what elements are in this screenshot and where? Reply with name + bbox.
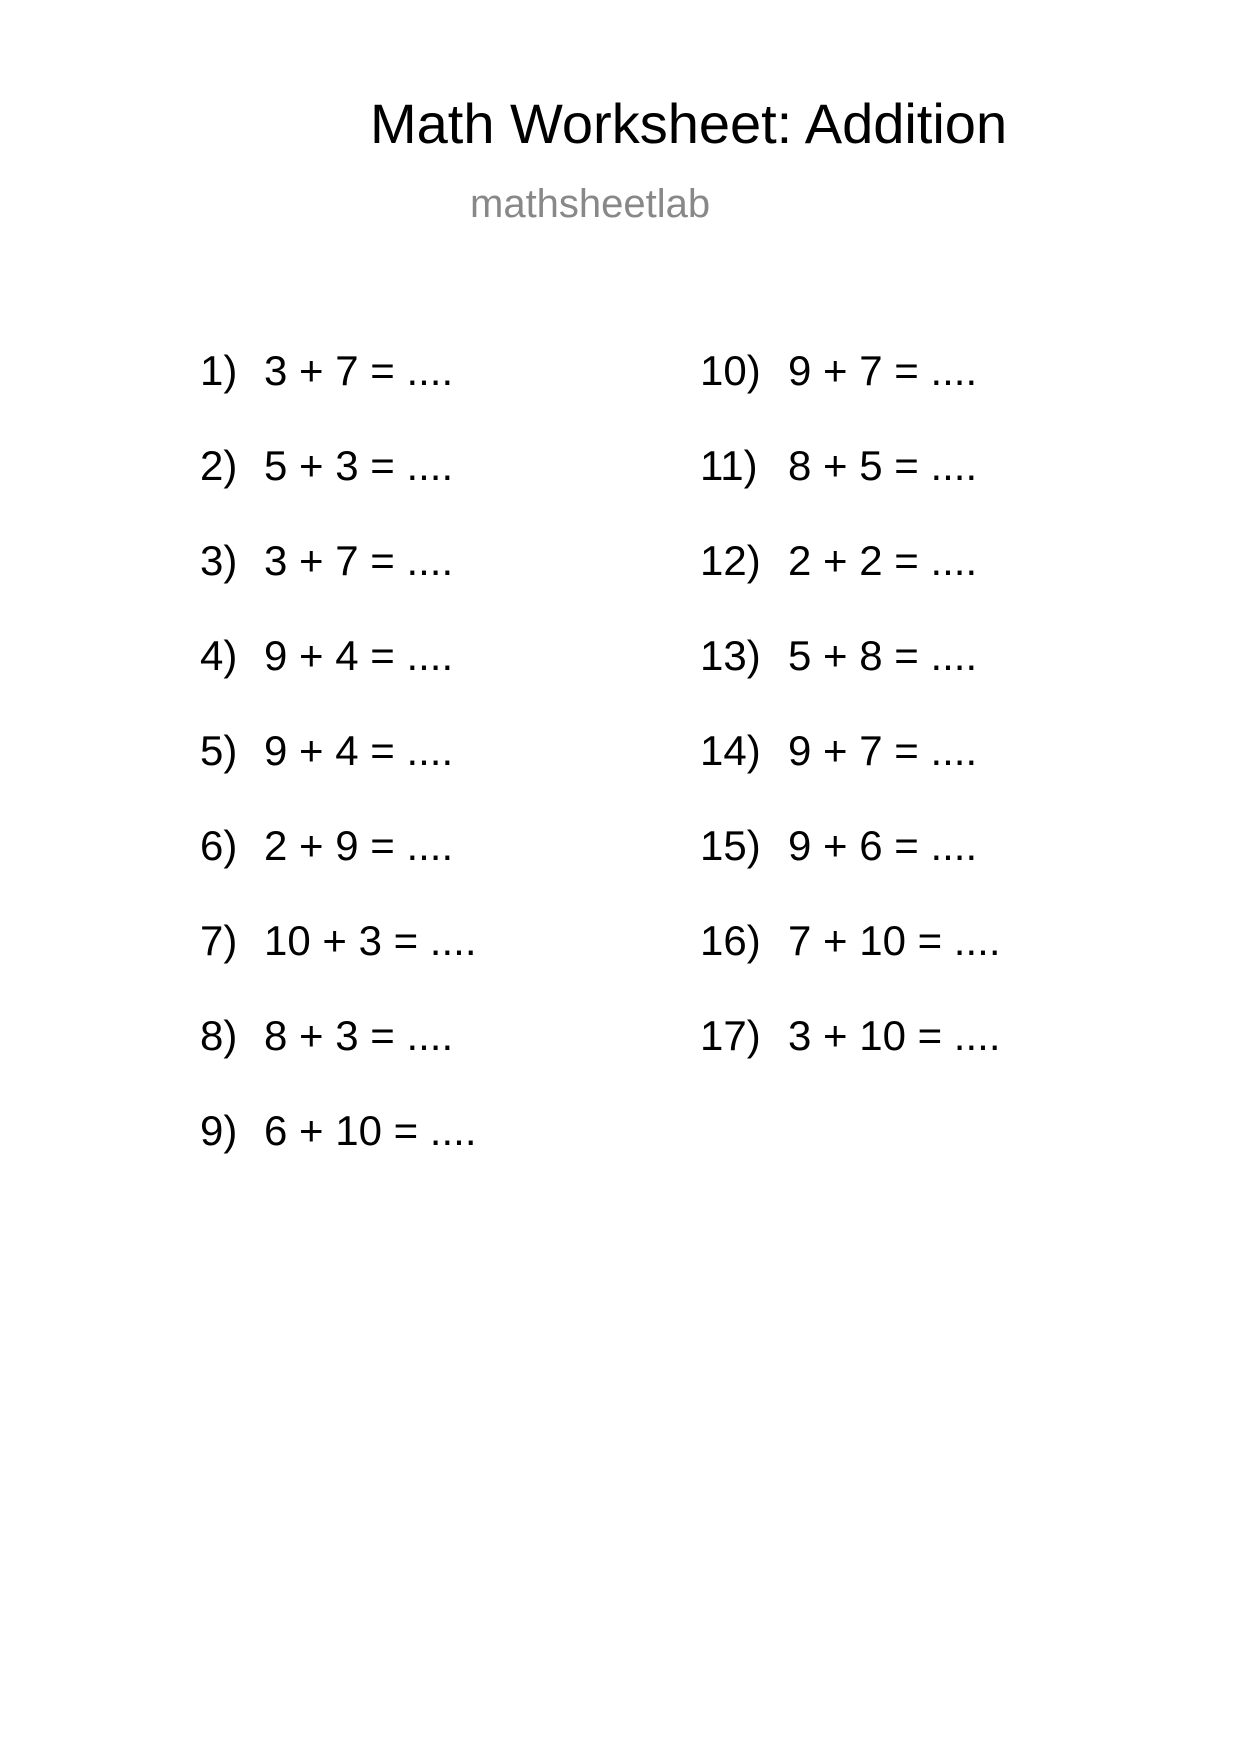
problem-expression: 8 + 5 = .... — [788, 442, 978, 489]
problem-number: 13) — [700, 632, 761, 679]
problem-expression: 7 + 10 = .... — [788, 917, 1001, 964]
problem-number: 6) — [200, 822, 238, 869]
problem-number: 12) — [700, 537, 761, 584]
problem-number: 15) — [700, 822, 761, 869]
problem-expression: 5 + 3 = .... — [264, 442, 454, 489]
problem-expression: 2 + 9 = .... — [264, 822, 454, 869]
problem-item — [700, 917, 1001, 1015]
problem-item — [700, 632, 1000, 730]
problem-item — [200, 632, 476, 730]
problem-expression: 9 + 4 = .... — [264, 727, 454, 774]
problem-expression: 5 + 8 = .... — [788, 632, 978, 679]
problem-number: 8) — [200, 1012, 238, 1059]
problem-item — [700, 822, 1000, 920]
problem-number: 16) — [700, 917, 761, 964]
problem-column-right — [700, 347, 1001, 1110]
problem-expression: 8 + 3 = .... — [264, 1012, 454, 1059]
problem-number: 1) — [200, 347, 238, 394]
problem-item — [700, 442, 1000, 540]
problem-number: 3) — [200, 537, 238, 584]
problem-item — [700, 537, 1000, 635]
problem-expression: 10 + 3 = .... — [264, 917, 477, 964]
page-title: Math Worksheet: Addition — [370, 92, 1008, 155]
problem-item — [700, 727, 1000, 825]
problem-item — [700, 347, 1000, 445]
problem-item — [200, 822, 476, 920]
problem-expression: 3 + 7 = .... — [264, 347, 454, 394]
problem-expression: 6 + 10 = .... — [264, 1107, 477, 1154]
problem-number: 9) — [200, 1107, 238, 1154]
problem-expression: 9 + 7 = .... — [788, 347, 978, 394]
problem-expression: 3 + 10 = .... — [788, 1012, 1001, 1059]
problem-item — [200, 727, 476, 825]
problem-item — [200, 917, 477, 1015]
problem-number: 4) — [200, 632, 238, 679]
problem-number: 14) — [700, 727, 761, 774]
problem-expression: 9 + 4 = .... — [264, 632, 454, 679]
problem-item — [200, 1012, 476, 1110]
problem-expression: 9 + 6 = .... — [788, 822, 978, 869]
problem-number: 11) — [700, 442, 758, 489]
problem-item — [200, 1107, 477, 1205]
problem-column-left — [200, 347, 477, 1205]
problem-number: 10) — [700, 347, 761, 394]
publisher-subtitle: mathsheetlab — [470, 182, 711, 226]
problem-number: 7) — [200, 917, 238, 964]
problem-item — [700, 1012, 1001, 1110]
problem-expression: 9 + 7 = .... — [788, 727, 978, 774]
problem-expression: 2 + 2 = .... — [788, 537, 978, 584]
problem-item — [200, 537, 476, 635]
problem-expression: 3 + 7 = .... — [264, 537, 454, 584]
problem-number: 5) — [200, 727, 238, 774]
problem-number: 2) — [200, 442, 238, 489]
problem-item — [200, 442, 476, 540]
problem-number: 17) — [700, 1012, 761, 1059]
problem-item — [200, 347, 476, 445]
